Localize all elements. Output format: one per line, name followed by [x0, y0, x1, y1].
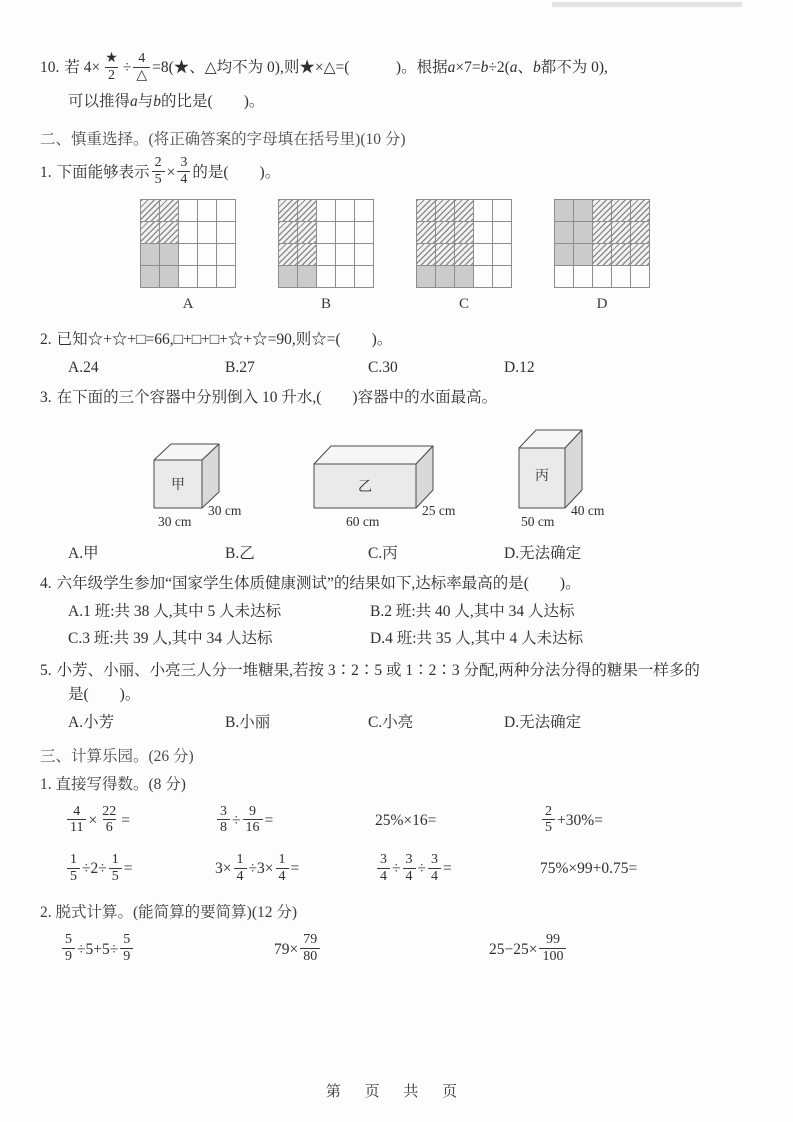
numerator: 4 — [73, 803, 81, 819]
question-text — [64, 52, 608, 84]
text-run: ÷3× — [248, 860, 274, 878]
empty-cell — [355, 244, 373, 265]
option-c: C.小亮 — [368, 713, 414, 731]
empty-cell — [198, 244, 216, 265]
denominator: 8 — [217, 819, 230, 836]
expression — [540, 805, 763, 837]
side-dimension: 40 cm — [571, 502, 605, 518]
subsection-direct-calc: 1. 直接写得数。(8 分) — [40, 775, 186, 793]
container-bing-figure — [515, 422, 630, 530]
question-number: 3. — [40, 388, 52, 406]
section-3-heading: 三、计算乐园。(26 分) — [40, 747, 194, 765]
question-10 — [40, 52, 757, 84]
denominator: 5 — [152, 171, 165, 188]
gray-cell — [574, 200, 592, 221]
denominator: 2 — [105, 67, 118, 84]
empty-cell — [179, 200, 197, 221]
hatched-cell — [160, 222, 178, 243]
question-2-options — [68, 356, 757, 380]
numerator: 5 — [123, 932, 131, 948]
numerator: 22 — [102, 803, 117, 819]
text-run: × — [166, 163, 176, 181]
denominator: 4 — [403, 868, 416, 885]
denominator: △ — [133, 67, 150, 84]
fraction — [67, 804, 86, 836]
gray-cell — [298, 266, 316, 287]
side-dimension: 30 cm — [208, 502, 242, 518]
question-3-options — [68, 542, 757, 566]
hatched-cell — [141, 222, 159, 243]
option-a: A.甲 — [68, 544, 99, 562]
text-run: 与 — [137, 93, 154, 111]
math-variable: a — [509, 59, 518, 77]
gray-cell — [555, 244, 573, 265]
empty-cell — [474, 222, 492, 243]
question-5 — [40, 659, 757, 683]
gray-cell — [574, 244, 592, 265]
side-dimension: 25 cm — [422, 502, 456, 518]
expression — [215, 853, 375, 885]
grid-figure-c — [416, 199, 512, 316]
hatched-cell — [455, 244, 473, 265]
expression — [274, 933, 489, 965]
denominator: 5 — [109, 868, 122, 885]
question-number: 4. — [40, 574, 52, 592]
fraction — [217, 804, 230, 836]
hatched-cell — [279, 244, 297, 265]
question-text: 在下面的三个容器中分别倒入 10 升水,( )容器中的水面最高。 — [56, 388, 498, 406]
empty-cell — [574, 266, 592, 287]
gray-cell — [436, 266, 454, 287]
text-run: ÷5+5÷ — [77, 940, 119, 958]
fraction — [133, 51, 150, 83]
option-c: C.30 — [368, 358, 398, 376]
empty-cell — [355, 200, 373, 221]
fraction — [276, 852, 289, 884]
scan-artifact — [552, 2, 742, 7]
container-name: 丙 — [535, 468, 549, 484]
subsection-multi-step-calc: 2. 脱式计算。(能简算的要简算)(12 分) — [40, 904, 298, 922]
fraction — [428, 852, 441, 884]
numerator: 3 — [431, 852, 439, 868]
hatched-cell — [612, 200, 630, 221]
question-number: 2. — [40, 330, 52, 348]
denominator: 4 — [177, 171, 190, 188]
text-run: × — [88, 811, 98, 829]
hatched-cell — [279, 200, 297, 221]
fraction — [377, 852, 390, 884]
option-c: C.3 班:共 39 人,其中 34 人达标 — [68, 629, 273, 647]
text-run: 3× — [215, 860, 232, 878]
expression — [215, 805, 375, 837]
denominator: 100 — [539, 948, 566, 965]
fraction-grid — [140, 199, 236, 288]
question-1 — [40, 156, 757, 188]
empty-cell — [555, 266, 573, 287]
fraction — [234, 852, 247, 884]
text-run: ÷ — [417, 860, 427, 878]
math-variable: b — [153, 93, 162, 111]
numerator: 3 — [405, 852, 413, 868]
hatched-cell — [612, 222, 630, 243]
fraction — [62, 932, 75, 964]
hatched-cell — [455, 222, 473, 243]
text-run: +30%= — [557, 811, 603, 829]
empty-cell — [317, 222, 335, 243]
numerator: 3 — [380, 852, 387, 868]
empty-cell — [336, 266, 354, 287]
denominator: 16 — [243, 819, 263, 836]
hatched-cell — [160, 200, 178, 221]
denominator: 4 — [377, 868, 390, 885]
math-variable: a — [447, 59, 456, 77]
text-run: 25−25× — [489, 940, 538, 958]
denominator: 11 — [67, 819, 86, 836]
expression — [60, 933, 274, 965]
gray-cell — [160, 266, 178, 287]
grid-figure-d — [554, 199, 650, 316]
option-b: B.小丽 — [225, 713, 271, 731]
text-run: ÷2( — [488, 59, 510, 77]
grid-label: B — [320, 295, 331, 312]
gray-cell — [417, 266, 435, 287]
numerator: 79 — [303, 932, 318, 948]
hatched-cell — [593, 222, 611, 243]
fraction — [99, 804, 119, 836]
fraction — [120, 932, 133, 964]
fraction-grid — [554, 199, 650, 288]
text-run: 可以推得 — [68, 93, 131, 111]
option-a: A.1 班:共 38 人,其中 5 人未达标 — [68, 602, 282, 620]
section-2-heading: 二、慎重选择。(将正确答案的字母填在括号里)(10 分) — [40, 131, 406, 149]
hatched-cell — [436, 222, 454, 243]
question-5-line2: 是( )。 — [68, 685, 141, 703]
fraction-grid — [278, 199, 374, 288]
empty-cell — [179, 266, 197, 287]
denominator: 9 — [120, 948, 133, 965]
empty-cell — [474, 200, 492, 221]
empty-cell — [198, 222, 216, 243]
empty-cell — [217, 200, 235, 221]
option-a: A.24 — [68, 358, 99, 376]
empty-cell — [631, 266, 649, 287]
bottom-dimension: 50 cm — [521, 513, 555, 529]
grid-figure-b — [278, 199, 374, 316]
empty-cell — [355, 266, 373, 287]
fraction — [67, 852, 80, 884]
hatched-cell — [417, 200, 435, 221]
text-run: ÷ — [232, 811, 241, 829]
hatched-cell — [417, 244, 435, 265]
text-run: =8(★、△均不为 0),则★×△=( )。根据 — [152, 59, 448, 77]
question-number: 1. — [40, 163, 52, 181]
gray-cell — [555, 200, 573, 221]
expression — [65, 805, 215, 837]
denominator: 4 — [276, 868, 289, 885]
empty-cell — [493, 244, 511, 265]
empty-cell — [493, 266, 511, 287]
hatched-cell — [279, 222, 297, 243]
fraction — [403, 852, 416, 884]
text-run: = — [264, 811, 274, 829]
hatched-cell — [298, 200, 316, 221]
empty-cell — [593, 266, 611, 287]
text-run: ×7= — [455, 59, 481, 77]
gray-cell — [141, 266, 159, 287]
direct-calc-row-2 — [65, 853, 763, 885]
numerator: 1 — [111, 852, 119, 868]
empty-cell — [493, 200, 511, 221]
empty-cell — [317, 200, 335, 221]
empty-cell — [336, 222, 354, 243]
fraction — [109, 852, 122, 884]
denominator: 4 — [234, 868, 247, 885]
empty-cell — [217, 244, 235, 265]
empty-cell — [612, 266, 630, 287]
option-d: D.无法确定 — [504, 713, 582, 731]
container-yi-figure — [310, 438, 475, 530]
question-text — [57, 156, 281, 188]
denominator: 5 — [67, 868, 80, 885]
text-run: = — [290, 860, 300, 878]
question-3 — [40, 386, 757, 410]
text-run: = — [121, 811, 130, 829]
hatched-cell — [612, 244, 630, 265]
page-footer: 第 页 共 页 — [325, 1084, 468, 1100]
empty-cell — [217, 266, 235, 287]
empty-cell — [336, 244, 354, 265]
gray-cell — [555, 222, 573, 243]
math-variable: a — [130, 93, 138, 111]
text-run: ÷2÷ — [82, 860, 107, 878]
fraction — [300, 932, 320, 964]
question-text: 小芳、小丽、小亮三人分一堆糖果,若按 3∶2∶5 或 1∶2∶3 分配,两种分法分得的糖果一样多的 — [56, 661, 700, 679]
fraction — [177, 155, 190, 187]
option-b: B.2 班:共 40 人,其中 34 人达标 — [370, 602, 575, 620]
numerator: 4 — [138, 51, 146, 66]
text-run: 25%×16= — [375, 811, 437, 829]
question-4-options — [68, 600, 757, 651]
fraction-grid — [416, 199, 512, 288]
question-2 — [40, 328, 757, 352]
fraction — [542, 804, 555, 836]
containers-figure — [150, 422, 793, 530]
numerator: 1 — [278, 852, 286, 868]
hatched-cell — [417, 222, 435, 243]
text-run: 都不为 0), — [540, 59, 608, 77]
empty-cell — [317, 266, 335, 287]
hatched-cell — [298, 244, 316, 265]
hatched-cell — [593, 200, 611, 221]
denominator: 6 — [103, 819, 116, 836]
hatched-cell — [455, 200, 473, 221]
gray-cell — [455, 266, 473, 287]
bottom-dimension: 60 cm — [346, 513, 380, 529]
empty-cell — [317, 244, 335, 265]
numerator: 1 — [70, 852, 77, 868]
fraction — [539, 932, 566, 964]
empty-cell — [198, 200, 216, 221]
empty-cell — [474, 244, 492, 265]
hatched-cell — [631, 222, 649, 243]
gray-cell — [574, 222, 592, 243]
text-run: 的是( )。 — [192, 163, 281, 181]
numerator: 9 — [249, 803, 257, 819]
text-run: 、 — [517, 59, 533, 77]
fraction — [152, 155, 165, 187]
multi-step-row — [60, 933, 763, 965]
numerator: 5 — [65, 932, 72, 948]
empty-cell — [493, 222, 511, 243]
text-run: ÷ — [392, 860, 401, 878]
denominator: 4 — [428, 868, 441, 885]
option-b: B.乙 — [225, 544, 255, 562]
empty-cell — [336, 200, 354, 221]
question-text: 六年级学生参加“国家学生体质健康测试”的结果如下,达标率最高的是( )。 — [56, 574, 581, 592]
option-d: D.无法确定 — [504, 544, 582, 562]
question-text — [68, 90, 264, 114]
hatched-cell — [141, 200, 159, 221]
expression — [375, 809, 540, 833]
container-jia-figure — [150, 438, 270, 530]
question-10-line2 — [68, 90, 757, 114]
hatched-cell — [436, 244, 454, 265]
hatched-cell — [436, 200, 454, 221]
fraction-grids-figure — [140, 199, 793, 316]
numerator: 2 — [154, 155, 162, 171]
direct-calc-row-1 — [65, 805, 763, 837]
numerator: 3 — [220, 803, 227, 819]
hatched-cell — [631, 244, 649, 265]
expression — [375, 853, 540, 885]
numerator: ★ — [105, 51, 118, 66]
numerator: 1 — [236, 852, 244, 868]
text-run: 79× — [274, 940, 299, 958]
text-run: = — [443, 860, 452, 878]
text-run: ÷ — [122, 59, 132, 77]
question-text: 已知☆+☆+□=66,□+□+□+☆+☆=90,则☆=( )。 — [56, 330, 393, 348]
empty-cell — [217, 222, 235, 243]
hatched-cell — [631, 200, 649, 221]
text-run: = — [123, 860, 133, 878]
grid-label: C — [458, 295, 469, 312]
expression — [65, 853, 215, 885]
numerator: 2 — [545, 803, 552, 819]
bottom-dimension: 30 cm — [158, 513, 192, 529]
expression — [489, 933, 763, 965]
math-variable: b — [480, 59, 489, 77]
question-number: 10. — [40, 59, 60, 77]
denominator: 5 — [542, 819, 555, 836]
option-b: B.27 — [225, 358, 255, 376]
option-d: D.4 班:共 35 人,其中 4 人未达标 — [370, 629, 584, 647]
text-run: 的比是( )。 — [161, 93, 265, 111]
option-c: C.丙 — [368, 544, 398, 562]
container-name: 甲 — [171, 477, 185, 493]
gray-cell — [160, 244, 178, 265]
gray-cell — [141, 244, 159, 265]
grid-figure-a — [140, 199, 236, 316]
grid-label: A — [182, 295, 194, 312]
hatched-cell — [298, 222, 316, 243]
question-5-options — [68, 711, 757, 735]
numerator: 99 — [545, 932, 560, 948]
denominator: 9 — [62, 948, 75, 965]
hatched-cell — [593, 244, 611, 265]
denominator: 80 — [300, 948, 320, 965]
expression — [540, 857, 763, 881]
text-run: 75%×99+0.75= — [540, 860, 638, 878]
text-run: 下面能够表示 — [56, 163, 150, 181]
option-a: A.小芳 — [68, 713, 115, 731]
empty-cell — [179, 222, 197, 243]
container-name: 乙 — [358, 479, 372, 495]
question-number: 5. — [40, 661, 52, 679]
math-variable: b — [533, 59, 541, 77]
empty-cell — [198, 266, 216, 287]
empty-cell — [179, 244, 197, 265]
numerator: 3 — [180, 155, 188, 171]
fraction — [102, 51, 121, 83]
grid-label: D — [596, 295, 608, 312]
text-run: 若 4× — [64, 59, 101, 77]
fraction — [243, 804, 263, 836]
empty-cell — [474, 266, 492, 287]
option-d: D.12 — [504, 358, 535, 376]
question-4 — [40, 572, 757, 596]
gray-cell — [279, 266, 297, 287]
empty-cell — [355, 222, 373, 243]
